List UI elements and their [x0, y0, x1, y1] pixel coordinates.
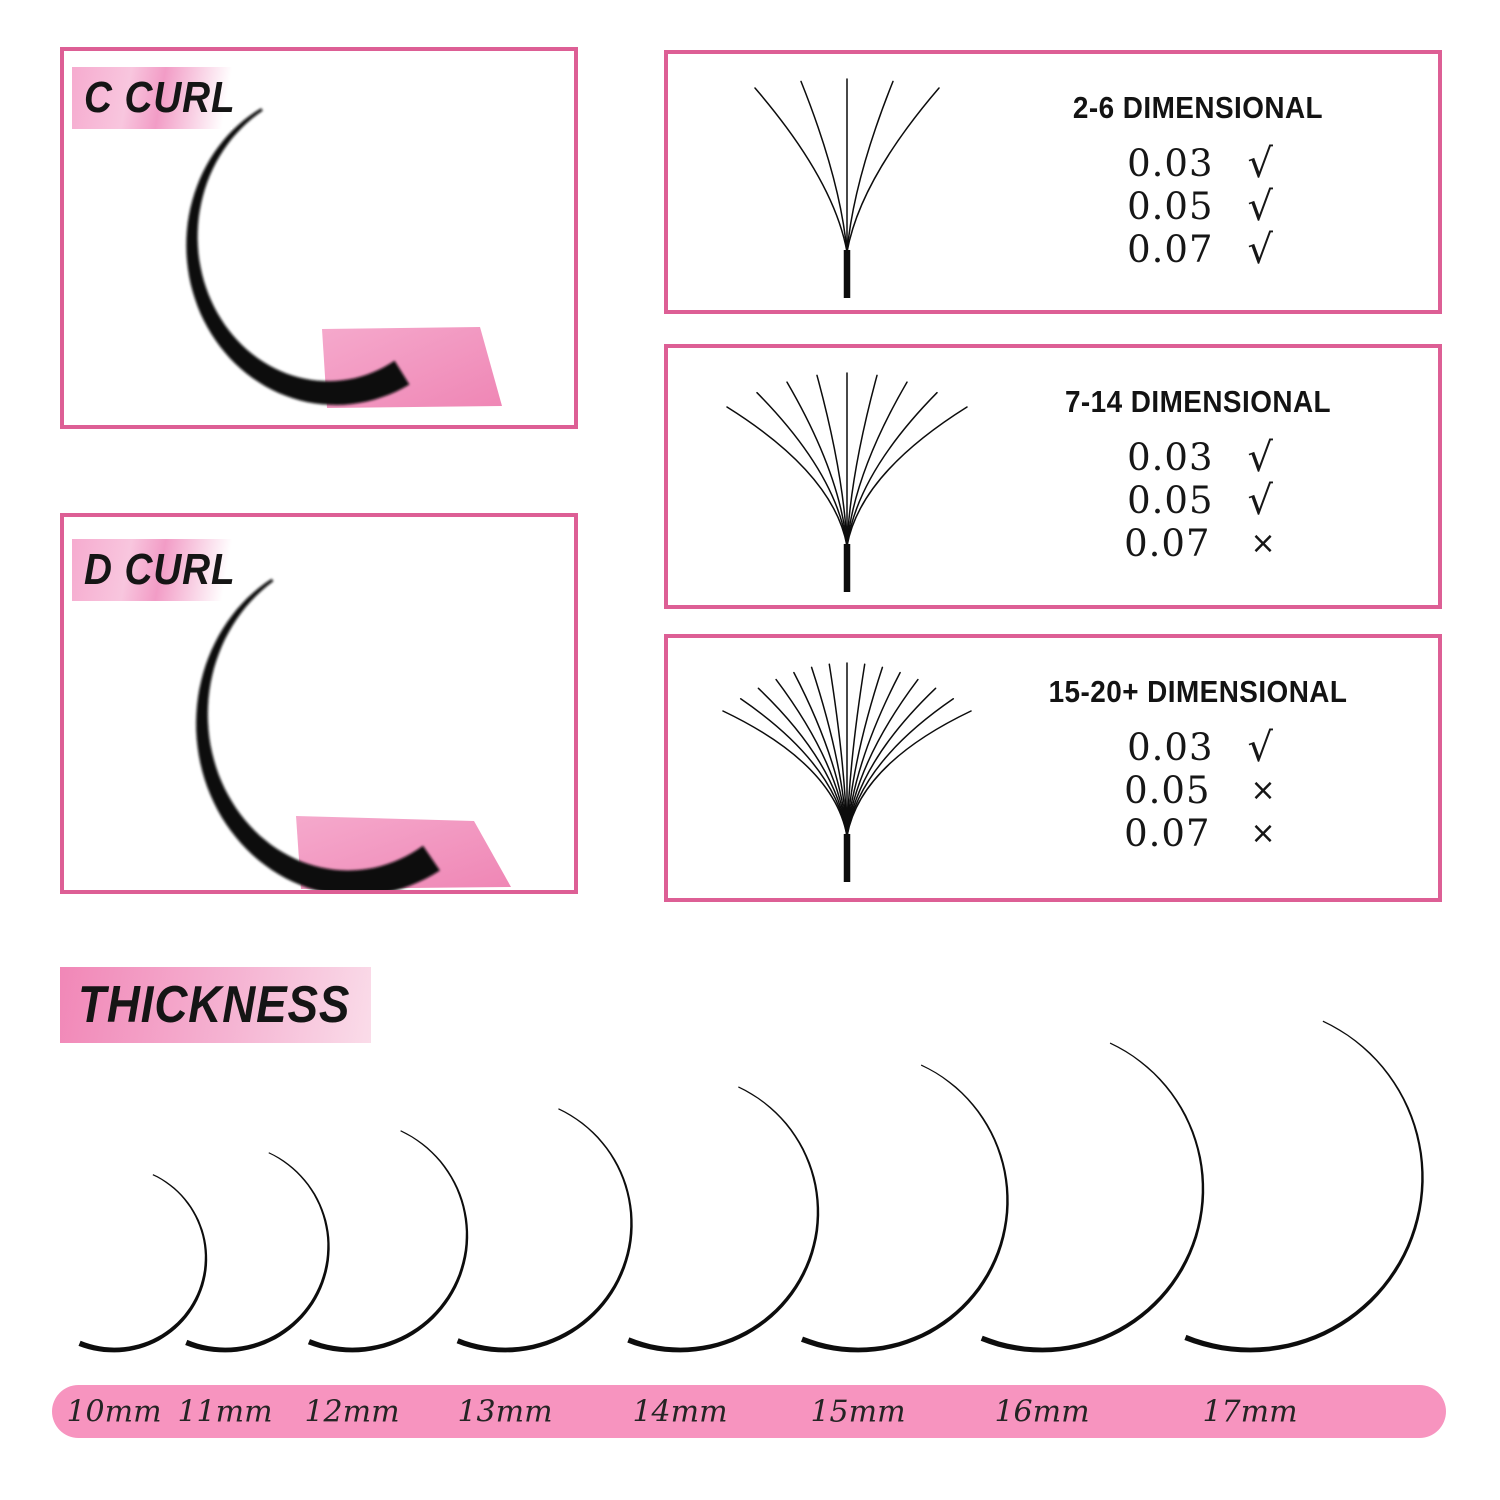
length-curve — [627, 1086, 819, 1352]
lash-fan-9 — [692, 362, 1002, 594]
spec-row — [998, 436, 1398, 479]
spec-row — [998, 479, 1398, 522]
thickness-value: 0.03 — [1127, 436, 1214, 479]
availability-mark: √ — [1247, 477, 1273, 524]
d-curl-label-text: D CURL — [84, 545, 236, 594]
availability-mark: × — [1250, 526, 1276, 561]
dimensional-card-2-6 — [664, 50, 1442, 314]
size-label: 14mm — [632, 1394, 728, 1429]
thickness-value: 0.05 — [1124, 769, 1211, 812]
dimensional-title: 2-6 DIMENSIONAL — [1072, 90, 1324, 125]
thickness-value: 0.05 — [1127, 185, 1214, 228]
dimensional-title: 7-14 DIMENSIONAL — [1064, 384, 1332, 419]
spec-row — [998, 812, 1398, 855]
availability-mark: √ — [1247, 434, 1273, 481]
length-curve — [457, 1108, 633, 1352]
spec-row — [998, 726, 1398, 769]
length-curve — [981, 1043, 1204, 1353]
lash-fan-5 — [692, 68, 1002, 300]
spec-row — [998, 228, 1398, 271]
length-scale-bar — [52, 1385, 1446, 1438]
size-label: 16mm — [994, 1394, 1090, 1429]
spec-block — [998, 90, 1398, 271]
spec-block — [998, 674, 1398, 855]
c-curl-label — [72, 67, 236, 129]
lash-fan-15 — [692, 652, 1002, 884]
c-curl-label-text: C CURL — [84, 73, 236, 122]
availability-mark: √ — [1247, 140, 1273, 187]
d-curl-label — [72, 539, 236, 601]
size-label: 15mm — [810, 1394, 906, 1429]
spec-row — [998, 185, 1398, 228]
size-label: 10mm — [66, 1394, 162, 1429]
thickness-value: 0.07 — [1127, 228, 1214, 271]
lash-length-curves — [0, 1000, 1500, 1380]
spec-row — [998, 522, 1398, 565]
size-label: 12mm — [304, 1394, 400, 1429]
c-curl-card — [60, 47, 578, 429]
dimensional-card-15-20 — [664, 634, 1442, 902]
availability-mark: √ — [1247, 724, 1273, 771]
thickness-value: 0.07 — [1124, 522, 1211, 565]
length-curve — [801, 1065, 1009, 1353]
size-label: 13mm — [457, 1394, 553, 1429]
spec-row — [998, 769, 1398, 812]
thickness-value: 0.05 — [1127, 479, 1214, 522]
spec-block — [998, 384, 1398, 565]
thickness-heading-text: THICKNESS — [78, 976, 351, 1034]
thickness-value: 0.03 — [1127, 142, 1214, 185]
length-curve — [1184, 1021, 1423, 1353]
thickness-value: 0.03 — [1127, 726, 1214, 769]
spec-row — [998, 142, 1398, 185]
availability-mark: × — [1250, 773, 1276, 808]
availability-mark: × — [1250, 816, 1276, 851]
dimensional-card-7-14 — [664, 344, 1442, 609]
availability-mark: √ — [1247, 226, 1273, 273]
length-curve — [79, 1174, 208, 1352]
thickness-value: 0.07 — [1124, 812, 1211, 855]
dimensional-title: 15-20+ DIMENSIONAL — [1048, 674, 1348, 709]
length-curve — [308, 1130, 468, 1352]
size-label: 17mm — [1202, 1394, 1298, 1429]
size-label: 11mm — [177, 1394, 273, 1429]
d-curl-card — [60, 513, 578, 894]
availability-mark: √ — [1247, 183, 1273, 230]
